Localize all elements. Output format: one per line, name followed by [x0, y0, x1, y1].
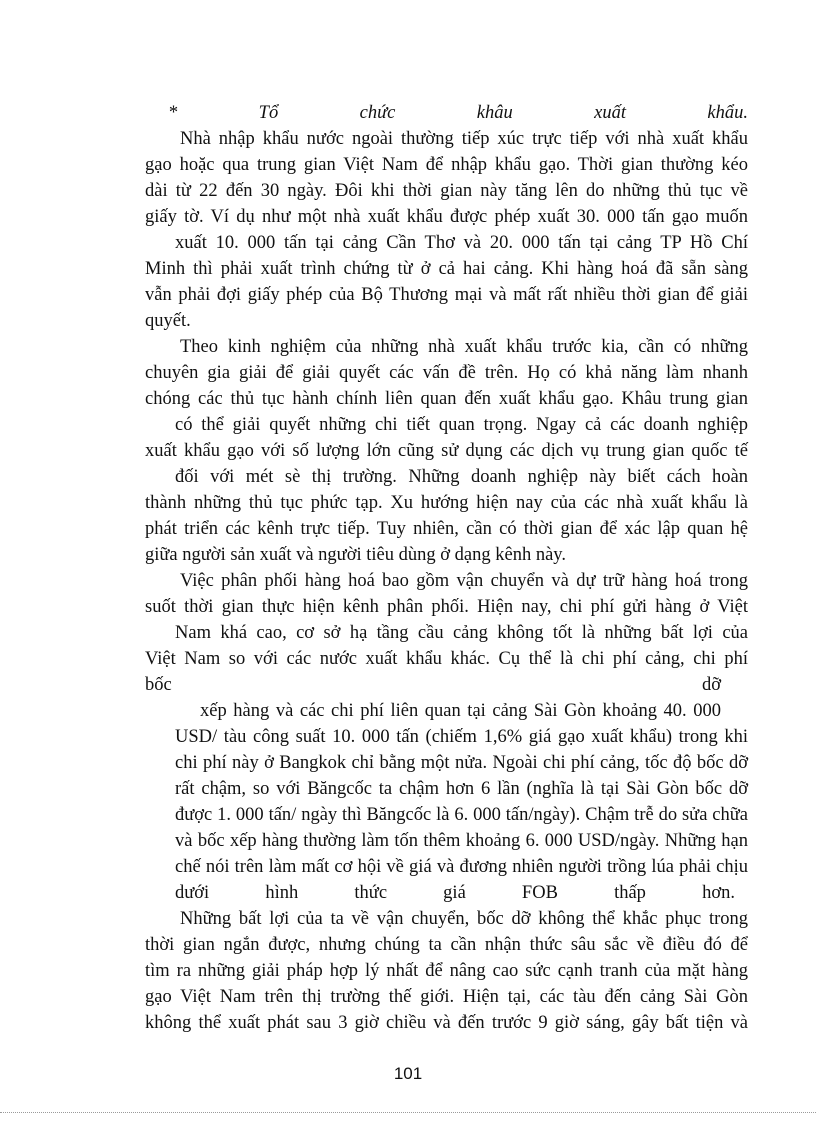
text-line: và bốc xếp hàng thường làm tốn thêm khoảng 6. 000 USD/ngày. Những hạn [175, 831, 748, 851]
section-heading: * Tổ chức khâu xuất khẩu. [168, 103, 748, 123]
text-line: gạo Việt Nam trên thị trường thế giới. Hiện tại, các tàu đến cảng Sài Gòn [145, 987, 748, 1007]
text-line: thành những thủ tục phức tạp. Xu hướng hiện nay của các nhà xuất khẩu là [145, 493, 748, 513]
text-line: suốt thời gian thực hiện kênh phân phối. Hiện nay, chi phí gửi hàng ở Việt [145, 597, 748, 617]
text-line: dưới hình thức giá FOB thấp hơn. [175, 883, 735, 903]
text-line: tìm ra những giải pháp hợp lý nhất để nâng cao sức cạnh tranh của mặt hàng [145, 961, 748, 981]
text-line: gạo hoặc qua trung gian Việt Nam để nhập khẩu gạo. Thời gian thường kéo [145, 155, 748, 175]
text-line: Những bất lợi của ta về vận chuyển, bốc dỡ không thể khắc phục trong [180, 909, 748, 929]
page-number: 101 [393, 1064, 423, 1083]
text-line: rất chậm, so với Băngcốc ta chậm hơn 6 lần (nghĩa là tại Sài Gòn bốc dỡ [175, 779, 748, 799]
text-line: có thể giải quyết những chi tiết quan trọng. Ngay cả các doanh nghiệp [175, 415, 748, 435]
text-line: Việt Nam so với các nước xuất khẩu khác. Cụ thể là chi phí cảng, chi phí [145, 649, 748, 669]
text-line: USD/ tàu công suất 10. 000 tấn (chiếm 1,6% giá gạo xuất khẩu) trong khi [175, 727, 748, 747]
text-line: Minh thì phải xuất trình chứng từ ở cả hai cảng. Khi hàng hoá đã sẵn sàng [145, 259, 748, 279]
text-line: chế nói trên làm mất cơ hội về giá và đương nhiên người trồng lúa phải chịu [175, 857, 748, 877]
text-line: quyết. [145, 311, 191, 331]
text-line: giấy tờ. Ví dụ như một nhà xuất khẩu được phép xuất 30. 000 tấn gạo muốn [145, 207, 748, 227]
text-line: chuyên gia giải để giải quyết các vấn đề trên. Họ có khả năng làm nhanh [145, 363, 748, 383]
text-line: vẫn phải đợi giấy phép của Bộ Thương mại và mất rất nhiều thời gian để giải [145, 285, 748, 305]
text-line: chi phí này ở Bangkok chỉ bằng một nửa. Ngoài chi phí cảng, tốc độ bốc dỡ [175, 753, 748, 773]
text-line: Việc phân phối hàng hoá bao gồm vận chuyển và dự trữ hàng hoá trong [180, 571, 748, 591]
text-line: chóng các thủ tục hành chính liên quan đến xuất khẩu gạo. Khâu trung gian [145, 389, 748, 409]
page-bottom-divider [0, 1112, 816, 1113]
text-line: xếp hàng và các chi phí liên quan tại cảng Sài Gòn khoảng 40. 000 [200, 701, 721, 721]
text-line: được 1. 000 tấn/ ngày thì Băngcốc là 6. 000 tấn/ngày). Chậm trễ do sửa chữa [175, 805, 748, 825]
text-line: Theo kinh nghiệm của những nhà xuất khẩu trước kia, cần có những [180, 337, 748, 357]
text-line: giữa người sản xuất và người tiêu dùng ở dạng kênh này. [145, 545, 566, 565]
text-line: Nam khá cao, cơ sở hạ tầng cầu cảng không tốt là những bất lợi của [175, 623, 748, 643]
text-line: xuất 10. 000 tấn tại cảng Cần Thơ và 20. 000 tấn tại cảng TP Hồ Chí [175, 233, 748, 253]
text-line: phát triển các kênh trực tiếp. Tuy nhiên, cần có thời gian để xác lập quan hệ [145, 519, 748, 539]
text-line: bốc dỡ [145, 675, 721, 695]
text-line: không thể xuất phát sau 3 giờ chiều và đến trước 9 giờ sáng, gây bất tiện và [145, 1013, 748, 1033]
text-line: dài từ 22 đến 30 ngày. Đôi khi thời gian này tăng lên do những thủ tục về [145, 181, 748, 201]
text-line: thời gian ngắn được, nhưng chúng ta cần nhận thức sâu sắc về điều đó để [145, 935, 748, 955]
text-line: Nhà nhập khẩu nước ngoài thường tiếp xúc trực tiếp với nhà xuất khẩu [180, 129, 748, 149]
text-line: đối với mét sè thị trường. Những doanh nghiệp này biết cách hoàn [175, 467, 748, 487]
text-line: xuất khẩu gạo với số lượng lớn cũng sử dụng các dịch vụ trung gian quốc tế [145, 441, 748, 461]
